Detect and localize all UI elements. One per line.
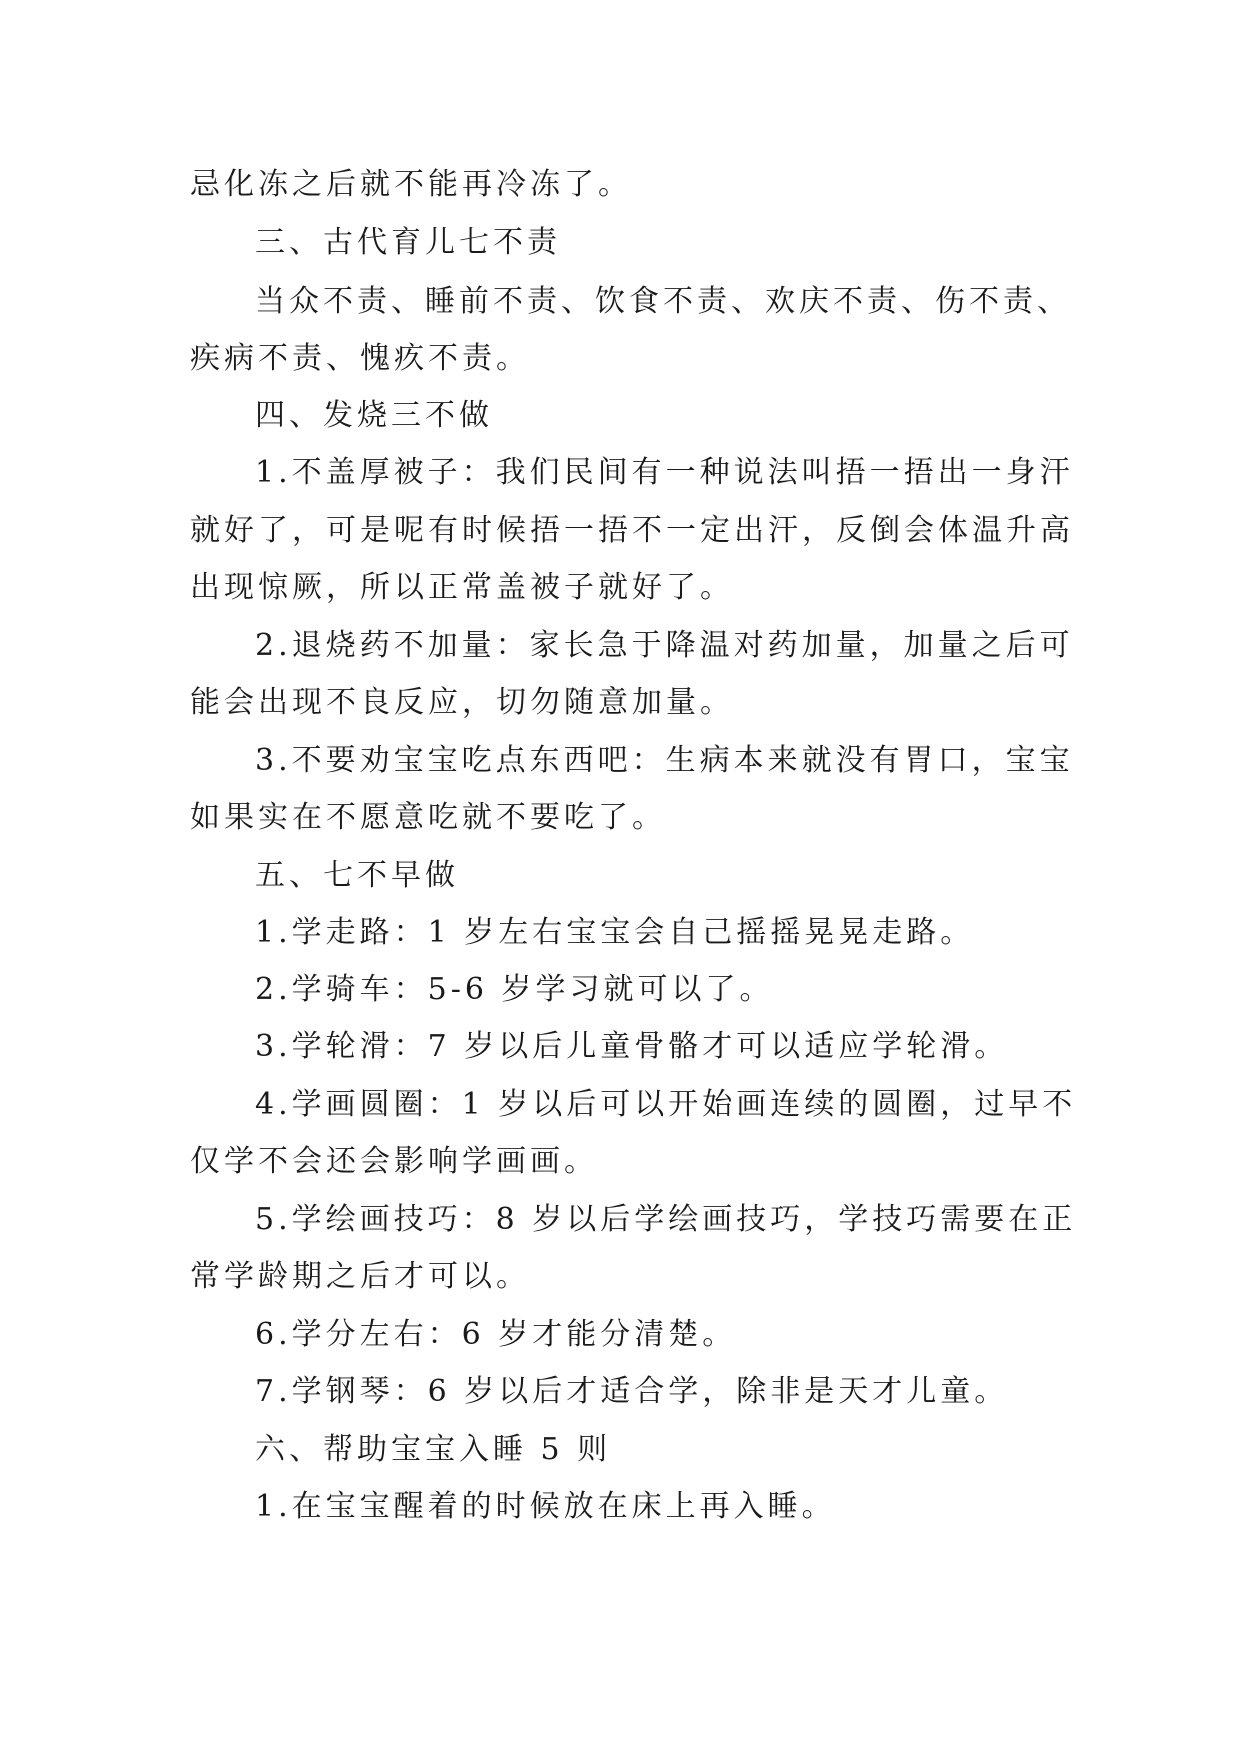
text-line: 忌化冻之后就不能再冷冻了。 (190, 167, 632, 202)
text-line: 如果实在不愿意吃就不要吃了。 (190, 800, 666, 835)
text-line: 常学龄期之后才可以。 (190, 1259, 530, 1294)
text-line: 就好了，可是呢有时候捂一捂不一定出汗，反倒会体温升高 (190, 513, 1074, 548)
text-line: 出现惊厥，所以正常盖被子就好了。 (190, 570, 734, 605)
text-line: 当众不责、睡前不责、饮食不责、欢庆不责、伤不责、 (255, 284, 1071, 319)
text-line: 1.不盖厚被子：我们民间有一种说法叫捂一捂出一身汗 (255, 455, 1074, 490)
text-line: 6.学分左右：6 岁才能分清楚。 (255, 1317, 737, 1352)
text-line: 2.学骑车：5-6 岁学习就可以了。 (255, 972, 774, 1007)
text-line: 7.学钢琴：6 岁以后才适合学，除非是天才儿童。 (255, 1374, 1009, 1409)
text-line: 5.学绘画技巧：8 岁以后学绘画技巧，学技巧需要在正 (255, 1202, 1077, 1237)
section-heading: 四、发烧三不做 (255, 398, 493, 433)
text-line: 仅学不会还会影响学画画。 (190, 1144, 598, 1179)
section-heading: 三、古代育儿七不责 (255, 225, 561, 260)
text-line: 1.学走路：1 岁左右宝宝会自己摇摇晃晃走路。 (255, 915, 975, 950)
section-heading: 六、帮助宝宝入睡 5 则 (255, 1432, 612, 1467)
text-line: 1.在宝宝醒着的时候放在床上再入睡。 (255, 1489, 836, 1524)
text-line: 3.不要劝宝宝吃点东西吧：生病本来就没有胃口，宝宝 (255, 743, 1074, 778)
section-heading: 五、七不早做 (255, 858, 459, 893)
text-line: 疾病不责、愧疚不责。 (190, 341, 530, 376)
text-line: 3.学轮滑：7 岁以后儿童骨骼才可以适应学轮滑。 (255, 1029, 1009, 1064)
text-line: 4.学画圆圈：1 岁以后可以开始画连续的圆圈，过早不 (255, 1087, 1077, 1122)
text-line: 能会出现不良反应，切勿随意加量。 (190, 685, 734, 720)
text-line: 2.退烧药不加量：家长急于降温对药加量，加量之后可 (255, 628, 1074, 663)
